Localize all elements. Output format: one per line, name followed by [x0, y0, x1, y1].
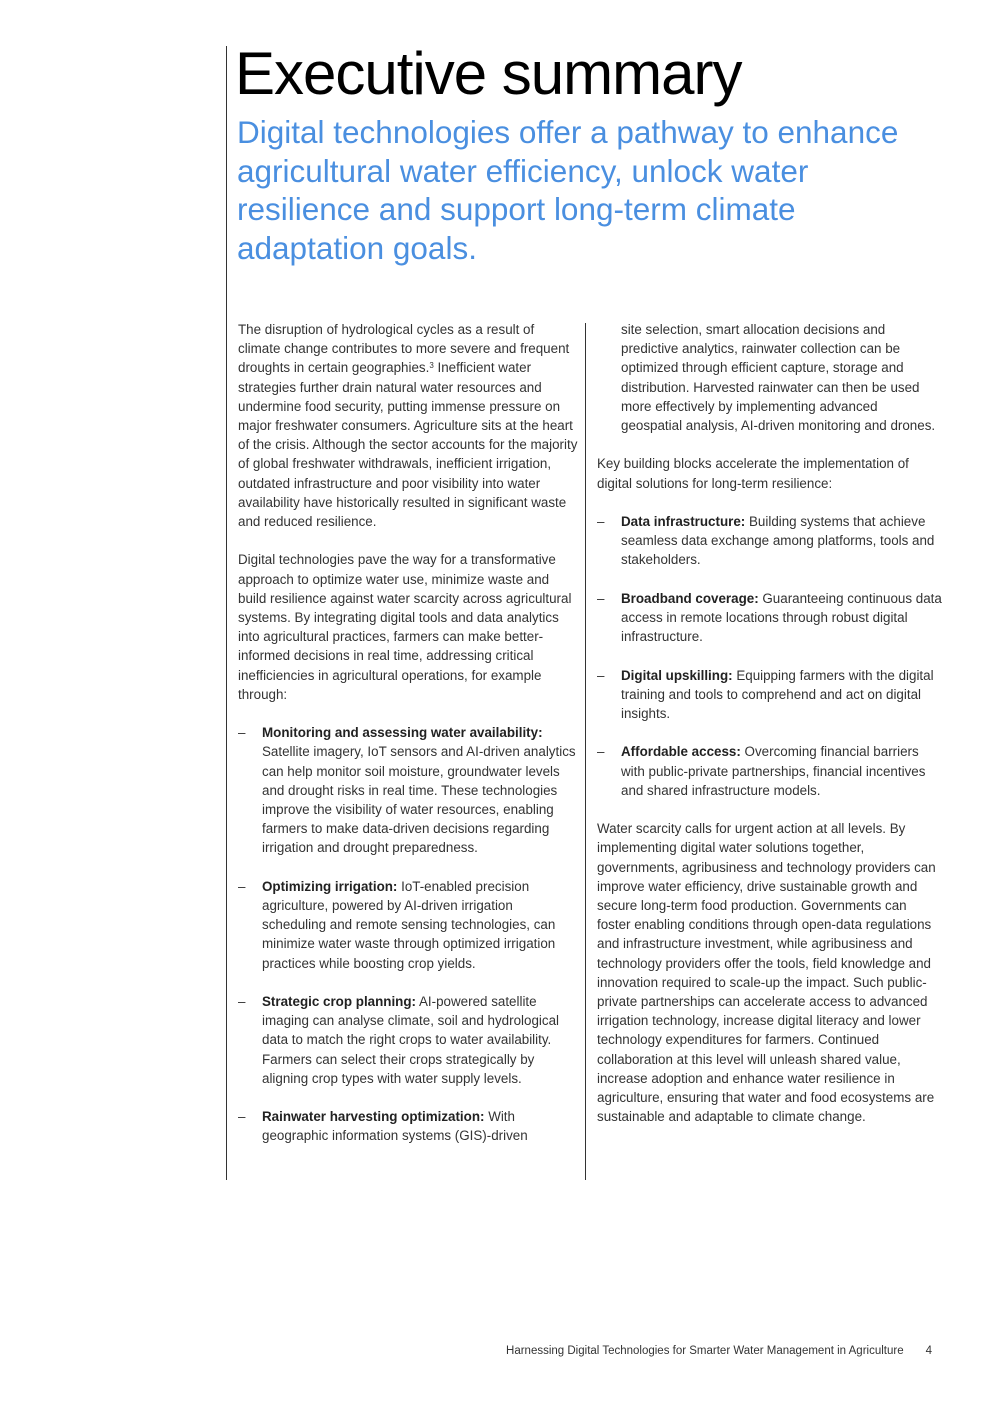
list-item [238, 723, 578, 857]
list-item-text: With geographic information systems (GIS)-driven [262, 1109, 528, 1144]
footnote-ref[interactable]: 3 [429, 361, 434, 371]
page-number: 4 [925, 1345, 932, 1357]
list-item-heading: Affordable access: [621, 744, 741, 760]
right-column [597, 320, 942, 1146]
continued-list [597, 320, 942, 435]
intro-text-a: The disruption of hydrological cycles as a result of climate change contributes to more severe and frequent droughts in certain geographies. [238, 322, 570, 376]
building-blocks-intro: Key building blocks accelerate the implementation of digital solutions for long-term resilience: [597, 456, 909, 491]
list-item-heading: Strategic crop planning: [262, 994, 417, 1010]
list-item-text: Satellite imagery, IoT sensors and AI-driven analytics can help monitor soil moisture, groundwater levels and drought risks in real time. These technologies improve the visibility of water resources, enabling farmers to make data-driven decisions regarding irrigation and drought preparedness. [262, 744, 576, 856]
footer-title: Harnessing Digital Technologies for Smarter Water Management in Agriculture [506, 1345, 904, 1357]
list-item-heading: Digital upskilling: [621, 667, 733, 683]
column-divider [585, 323, 586, 1180]
intro-text-b: Inefficient water strategies further drain natural water resources and undermine food security, putting immense pressure on major freshwater consumers. Agriculture sits at the heart of the crisis. Although the sector accounts for the majority of global freshwater withdrawals, inefficient irrigation, outdated infrastructure and poor visibility into water availability have historically resulted in significant waste and reduced resilience. [238, 360, 578, 530]
list-item-text: Equipping farmers with the digital training and tools to comprehend and act on digital insights. [621, 667, 934, 721]
list-item-heading: Optimizing irrigation: [262, 878, 398, 894]
list-item [238, 877, 578, 973]
list-item-text: Building systems that achieve seamless data exchange among platforms, tools and stakeholders. [621, 514, 935, 568]
left-rule [226, 46, 227, 1180]
list-item-continuation: site selection, smart allocation decisions and predictive analytics, rainwater collection can be optimized through efficient capture, storage and distribution. Harvested rainwater can then be used more effectively by implementing advanced geospatial analysis, AI-driven monitoring and drones. [621, 322, 936, 434]
list-item-heading: Data infrastructure: [621, 514, 746, 529]
list-item-text: Overcoming financial barriers with public-private partnerships, financial incentives and shared infrastructure models. [621, 744, 926, 798]
page-footer [506, 1345, 932, 1357]
examples-list [238, 723, 578, 1145]
list-item [597, 589, 942, 647]
list-item-heading: Broadband coverage: [621, 590, 759, 606]
list-item [597, 666, 942, 724]
building-blocks-list [597, 512, 942, 800]
intro-paragraph [238, 320, 578, 531]
list-item-text: Guaranteeing continuous data access in remote locations through robust digital infrastructure. [621, 590, 942, 645]
left-column [238, 320, 578, 1165]
list-item [597, 742, 942, 800]
list-item [238, 1107, 578, 1145]
subtitle: Digital technologies offer a pathway to enhance agricultural water efficiency, unlock water resilience and support long-term climate adaptation goals. [237, 114, 899, 266]
list-item-heading: Rainwater harvesting optimization: [262, 1109, 485, 1125]
digital-paragraph: Digital technologies pave the way for a transformative approach to optimize water use, minimize waste and build resilience against water scarcity across agricultural systems. By integrating digital tools and data analytics into agricultural practices, farmers can make better-informed decisions in real time, addressing critical inefficiencies in agricultural operations, for example through: [238, 552, 572, 702]
closing-paragraph: Water scarcity calls for urgent action at all levels. By implementing digital water solutions together, governments, agribusiness and technology providers can improve water efficiency, drive sustainable growth and secure long-term food production. Governments can foster enabling conditions through open-data regulations and infrastructure investment, while agribusiness and technology providers offer the tools, field knowledge and innovation required to scale-up the impact. Such public-private partnerships can accelerate access to advanced irrigation technology, increase digital literacy and lower technology expenditures for farmers. Continued collaboration at this level will unleash shared value, increase adoption and enhance water resilience in agriculture, ensuring that water and food ecosystems are sustainable and adaptable to climate change. [597, 821, 936, 1125]
list-item-heading: Monitoring and assessing water availability: [262, 725, 543, 741]
list-item [238, 992, 578, 1088]
list-item-text: IoT-enabled precision agriculture, powered by AI-driven irrigation scheduling and remote sensing technologies, can minimize water waste through optimized irrigation practices while boosting crop yields. [262, 878, 556, 971]
list-item-text: AI-powered satellite imaging can analyse climate, soil and hydrological data to match the right crops to water availability. Farmers can select their crops strategically by aligning crop types with water supply levels. [262, 994, 559, 1086]
list-item [597, 512, 942, 570]
page-title: Executive summary [235, 40, 742, 107]
